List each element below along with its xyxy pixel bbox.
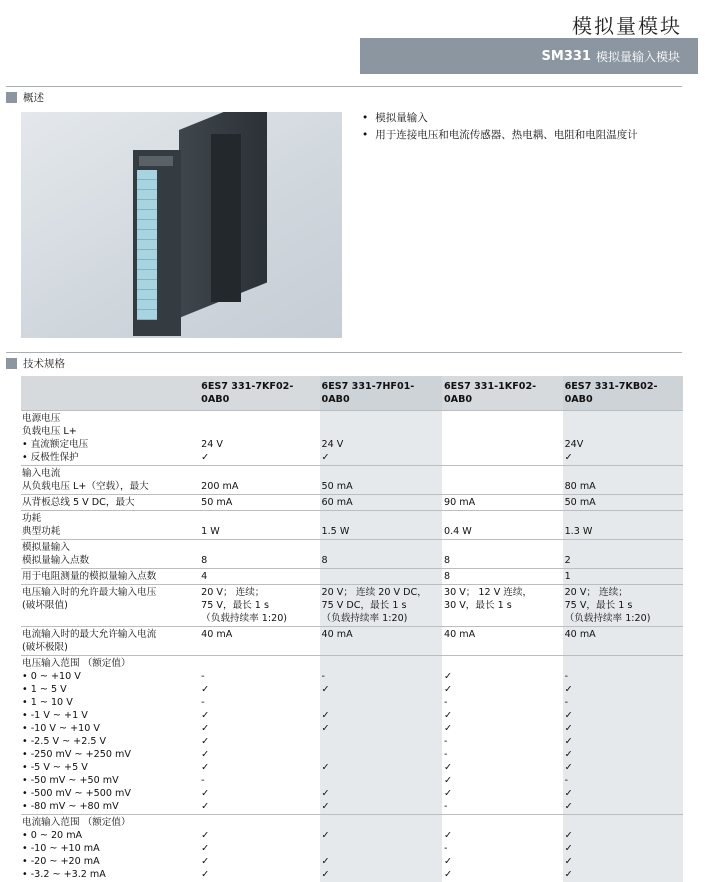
spec-value-line [565, 467, 681, 480]
spec-value-line [565, 541, 681, 554]
spec-value-line: ✓ [201, 800, 317, 813]
spec-value-cell [442, 511, 563, 540]
spec-value-line [322, 425, 440, 438]
spec-value-cell [442, 495, 563, 511]
spec-value-cell [563, 495, 683, 511]
spec-column-header: 6ES7 331-1KF02-0AB0 [442, 376, 563, 411]
spec-value-line: ✓ [322, 709, 440, 722]
spec-row [21, 656, 683, 815]
spec-label-line: • 直流额定电压 [22, 438, 197, 451]
spec-value-line [322, 816, 440, 829]
spec-value-cell [442, 540, 563, 569]
spec-value-line: ✓ [565, 722, 681, 735]
spec-value-line: 30 V，最长 1 s [444, 599, 561, 612]
spec-value-line [565, 412, 681, 425]
spec-label-line: 从背板总线 5 V DC，最大 [22, 496, 197, 509]
spec-row [21, 495, 683, 511]
spec-value-line [201, 412, 317, 425]
spec-label-cell [21, 815, 199, 882]
spec-value-line [322, 657, 440, 670]
spec-value-line: ✓ [444, 670, 561, 683]
spec-value-line: ✓ [565, 855, 681, 868]
specs-heading [6, 356, 65, 371]
overview-bullet: • 用于连接电压和电流传感器、热电耦、电阻和电阻温度计 [362, 127, 638, 144]
spec-label-line: • 0 ~ +10 V [22, 670, 197, 683]
spec-value-line: 75 V DC，最长 1 s [322, 599, 440, 612]
spec-value-line: 75 V，最长 1 s [565, 599, 681, 612]
spec-value-cell [442, 569, 563, 585]
spec-label-line: • -50 mV ~ +50 mV [22, 774, 197, 787]
spec-value-cell [563, 466, 683, 495]
spec-value-line [565, 425, 681, 438]
module-terminal-strip [137, 170, 157, 320]
spec-value-cell [320, 540, 442, 569]
spec-label-line: 负载电压 L+ [22, 425, 197, 438]
spec-value-line: ✓ [322, 761, 440, 774]
spec-value-cell [199, 815, 319, 882]
spec-value-cell [442, 585, 563, 627]
spec-label-line: • -20 ~ +20 mA [22, 855, 197, 868]
spec-value-line [322, 842, 440, 855]
spec-value-line: ✓ [565, 829, 681, 842]
spec-value-line: 2 [565, 554, 681, 567]
specs-heading-label: 技术规格 [23, 356, 65, 371]
spec-value-line [444, 451, 561, 464]
spec-value-cell [199, 466, 319, 495]
spec-value-line: ✓ [322, 683, 440, 696]
spec-value-cell [563, 411, 683, 466]
spec-value-cell [563, 627, 683, 656]
spec-value-line: ✓ [565, 748, 681, 761]
spec-label-line: • -1 V ~ +1 V [22, 709, 197, 722]
spec-value-line: - [201, 670, 317, 683]
spec-value-line: ✓ [565, 842, 681, 855]
banner-subtitle: 模拟量输入模块 [596, 48, 680, 65]
spec-header-row [21, 376, 683, 411]
spec-value-cell [199, 569, 319, 585]
spec-row [21, 815, 683, 882]
spec-row [21, 540, 683, 569]
spec-value-cell [199, 495, 319, 511]
overview-heading-label: 概述 [23, 90, 44, 105]
spec-value-line [444, 657, 561, 670]
spec-value-line: ✓ [322, 787, 440, 800]
spec-value-line: 1 W [201, 525, 317, 538]
spec-value-line: ✓ [322, 829, 440, 842]
spec-value-line: ✓ [201, 709, 317, 722]
spec-value-line: 30 V； 12 V 连续， [444, 586, 561, 599]
spec-value-line: 60 mA [322, 496, 440, 509]
spec-value-line [444, 467, 561, 480]
spec-label-cell [21, 585, 199, 627]
spec-value-cell [320, 815, 442, 882]
spec-label-line: 电流输入时的最大允许输入电流 [22, 628, 197, 641]
spec-value-line [201, 816, 317, 829]
spec-value-line: - [444, 735, 561, 748]
spec-value-line: 200 mA [201, 480, 317, 493]
spec-value-line: 40 mA [201, 628, 317, 641]
module-photo [21, 112, 342, 338]
spec-value-line: - [322, 670, 440, 683]
spec-value-line [201, 657, 317, 670]
spec-column-header: 6ES7 331-7KF02-0AB0 [199, 376, 319, 411]
spec-value-line [565, 657, 681, 670]
product-banner [360, 38, 698, 74]
spec-label-line: • -500 mV ~ +500 mV [22, 787, 197, 800]
spec-value-line: ✓ [444, 709, 561, 722]
spec-value-line: ✓ [444, 868, 561, 881]
spec-value-line: - [444, 748, 561, 761]
spec-value-line: ✓ [201, 855, 317, 868]
spec-value-line: 40 mA [322, 628, 440, 641]
spec-value-line: ✓ [565, 683, 681, 696]
spec-label-line: 典型功耗 [22, 525, 197, 538]
spec-body [21, 411, 683, 882]
spec-label-cell [21, 656, 199, 815]
spec-label-line: • 0 ~ 20 mA [22, 829, 197, 842]
spec-value-line: （负载持续率 1:20) [565, 612, 681, 625]
spec-value-line: - [201, 774, 317, 787]
spec-value-cell [320, 411, 442, 466]
spec-label-line: • -5 V ~ +5 V [22, 761, 197, 774]
spec-value-line: - [444, 696, 561, 709]
spec-value-line [444, 425, 561, 438]
spec-value-line: 40 mA [444, 628, 561, 641]
spec-label-line: 电流输入范围 （额定值） [22, 816, 197, 829]
spec-value-line [201, 541, 317, 554]
spec-value-line: ✓ [322, 722, 440, 735]
spec-value-line: 1 [565, 570, 681, 583]
spec-value-line: ✓ [565, 451, 681, 464]
spec-label-cell [21, 540, 199, 569]
overview-bullet: • 模拟量输入 [362, 110, 638, 127]
spec-value-cell [563, 585, 683, 627]
spec-label-cell [21, 495, 199, 511]
spec-value-line: ✓ [201, 683, 317, 696]
spec-value-line: ✓ [565, 868, 681, 881]
spec-value-cell [199, 511, 319, 540]
spec-value-line: ✓ [565, 735, 681, 748]
spec-value-cell [199, 411, 319, 466]
spec-value-cell [320, 495, 442, 511]
spec-label-cell [21, 411, 199, 466]
spec-value-line: 20 V； 连续 20 V DC， [322, 586, 440, 599]
spec-value-line: 20 V； 连续； [565, 586, 681, 599]
spec-value-line [322, 512, 440, 525]
spec-value-line [322, 541, 440, 554]
overview-heading [6, 90, 44, 105]
spec-row [21, 585, 683, 627]
spec-row [21, 627, 683, 656]
spec-value-line [444, 816, 561, 829]
spec-value-line: 24 V [201, 438, 317, 451]
spec-label-line: • -3.2 ~ +3.2 mA [22, 868, 197, 881]
spec-value-line: 50 mA [565, 496, 681, 509]
spec-value-line: 24 V [322, 438, 440, 451]
spec-label-line: 电源电压 [22, 412, 197, 425]
spec-label-line: • -80 mV ~ +80 mV [22, 800, 197, 813]
spec-value-cell [199, 540, 319, 569]
spec-value-line: 90 mA [444, 496, 561, 509]
spec-value-line: ✓ [444, 683, 561, 696]
spec-value-line: ✓ [201, 722, 317, 735]
spec-value-line: ✓ [201, 787, 317, 800]
spec-value-line [565, 816, 681, 829]
spec-value-cell [442, 656, 563, 815]
spec-label-line: 用于电阻测量的模拟量输入点数 [22, 570, 197, 583]
spec-value-line: ✓ [322, 800, 440, 813]
spec-value-line [322, 748, 440, 761]
spec-value-cell [563, 656, 683, 815]
banner-model: SM331 [542, 49, 591, 64]
spec-value-line [322, 735, 440, 748]
spec-value-line [201, 512, 317, 525]
spec-value-cell [442, 815, 563, 882]
spec-column-header: 6ES7 331-7HF01-0AB0 [320, 376, 442, 411]
spec-value-line: 1.5 W [322, 525, 440, 538]
spec-value-line: （负载持续率 1:20) [322, 612, 440, 625]
spec-value-line [444, 412, 561, 425]
spec-value-line [201, 467, 317, 480]
spec-value-line: （负载持续率 1:20) [201, 612, 317, 625]
spec-value-line: 50 mA [201, 496, 317, 509]
spec-label-line: 功耗 [22, 512, 197, 525]
spec-label-line: • 反极性保护 [22, 451, 197, 464]
spec-value-line [201, 425, 317, 438]
spec-value-line: ✓ [565, 709, 681, 722]
spec-value-line: ✓ [322, 451, 440, 464]
spec-row [21, 466, 683, 495]
spec-value-line: ✓ [444, 829, 561, 842]
spec-label-line: (破坏极限) [22, 641, 197, 654]
spec-value-line: 8 [444, 554, 561, 567]
spec-value-line: ✓ [201, 868, 317, 881]
spec-label-cell [21, 511, 199, 540]
spec-value-line: ✓ [201, 761, 317, 774]
spec-value-line: - [565, 670, 681, 683]
spec-value-line: 0.4 W [444, 525, 561, 538]
spec-value-cell [199, 585, 319, 627]
spec-value-line [565, 512, 681, 525]
spec-table [21, 376, 683, 882]
spec-label-line: • -10 ~ +10 mA [22, 842, 197, 855]
spec-value-line: ✓ [444, 774, 561, 787]
spec-label-line: 模拟量输入 [22, 541, 197, 554]
spec-label-line: 输入电流 [22, 467, 197, 480]
spec-label-line: • 1 ~ 10 V [22, 696, 197, 709]
spec-value-cell [320, 627, 442, 656]
spec-label-line: • -250 mV ~ +250 mV [22, 748, 197, 761]
spec-value-line: ✓ [201, 735, 317, 748]
spec-value-line: ✓ [444, 761, 561, 774]
section-marker-icon [6, 358, 17, 369]
spec-row [21, 411, 683, 466]
spec-value-line [322, 570, 440, 583]
spec-label-line: 电压输入范围 （额定值） [22, 657, 197, 670]
spec-value-line [444, 541, 561, 554]
spec-value-line: ✓ [444, 722, 561, 735]
spec-value-cell [563, 815, 683, 882]
spec-value-cell [442, 411, 563, 466]
spec-value-line: ✓ [444, 855, 561, 868]
spec-value-line [444, 438, 561, 451]
spec-value-cell [563, 511, 683, 540]
spec-label-cell [21, 627, 199, 656]
spec-label-line: 电压输入时的允许最大输入电压 [22, 586, 197, 599]
spec-value-cell [563, 569, 683, 585]
spec-value-cell [320, 656, 442, 815]
spec-value-line [322, 467, 440, 480]
spec-value-line: ✓ [201, 748, 317, 761]
spec-value-line: ✓ [565, 761, 681, 774]
spec-value-line: - [565, 696, 681, 709]
spec-value-line: - [201, 696, 317, 709]
section-divider [6, 86, 682, 87]
spec-value-cell [320, 569, 442, 585]
spec-label-line: • -10 V ~ +10 V [22, 722, 197, 735]
spec-value-line: 40 mA [565, 628, 681, 641]
spec-value-line: - [444, 842, 561, 855]
spec-header-blank [21, 376, 199, 411]
section-divider [6, 352, 682, 353]
spec-row [21, 511, 683, 540]
spec-value-cell [442, 627, 563, 656]
spec-value-line: ✓ [565, 787, 681, 800]
spec-value-cell [442, 466, 563, 495]
spec-row [21, 569, 683, 585]
spec-value-line: 24V [565, 438, 681, 451]
spec-value-line: ✓ [201, 842, 317, 855]
spec-value-line: ✓ [201, 829, 317, 842]
spec-value-line: - [565, 774, 681, 787]
module-side [211, 134, 241, 302]
spec-value-cell [320, 466, 442, 495]
spec-value-line: 20 V； 连续； [201, 586, 317, 599]
spec-label-line: 模拟量输入点数 [22, 554, 197, 567]
spec-value-cell [563, 540, 683, 569]
overview-bullets [362, 110, 638, 144]
spec-label-line: • 1 ~ 5 V [22, 683, 197, 696]
module-label [139, 156, 173, 166]
spec-value-line: 80 mA [565, 480, 681, 493]
spec-value-cell [199, 627, 319, 656]
spec-value-line: ✓ [444, 787, 561, 800]
spec-value-line: 4 [201, 570, 317, 583]
spec-value-line: 75 V，最长 1 s [201, 599, 317, 612]
spec-value-line: ✓ [565, 800, 681, 813]
spec-label-line: • -2.5 V ~ +2.5 V [22, 735, 197, 748]
spec-value-line [322, 774, 440, 787]
spec-column-header: 6ES7 331-7KB02-0AB0 [563, 376, 683, 411]
spec-value-line [444, 512, 561, 525]
spec-label-line: 从负载电压 L+（空载），最大 [22, 480, 197, 493]
spec-value-line: 50 mA [322, 480, 440, 493]
spec-label-cell [21, 466, 199, 495]
spec-value-line [444, 480, 561, 493]
spec-value-line: 8 [201, 554, 317, 567]
spec-value-cell [320, 511, 442, 540]
spec-value-line: 8 [444, 570, 561, 583]
spec-value-line: ✓ [322, 868, 440, 881]
spec-value-line: 8 [322, 554, 440, 567]
spec-value-line [322, 412, 440, 425]
spec-value-line: ✓ [201, 451, 317, 464]
spec-value-line: 1.3 W [565, 525, 681, 538]
spec-value-cell [320, 585, 442, 627]
page-title: 模拟量模块 [572, 10, 682, 39]
spec-label-cell [21, 569, 199, 585]
spec-value-line: ✓ [322, 855, 440, 868]
spec-label-line: (破坏限值) [22, 599, 197, 612]
spec-value-cell [199, 656, 319, 815]
spec-value-line [322, 696, 440, 709]
spec-value-line: - [444, 800, 561, 813]
section-marker-icon [6, 92, 17, 103]
